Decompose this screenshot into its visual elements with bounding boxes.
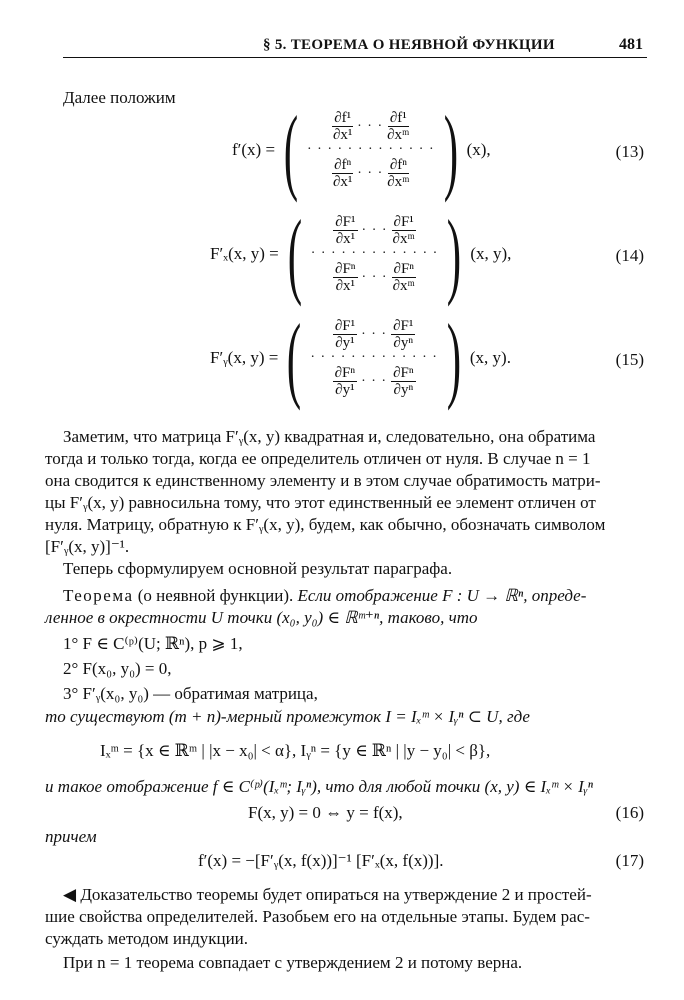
eq15-hdots-top: · · · — [361, 326, 388, 342]
equation-number-17: (17) — [615, 851, 644, 870]
eq14-row-dots: · · · · · · · · · · · · · — [310, 246, 439, 261]
prichem-text — [45, 827, 97, 847]
intro-text: Далее положим — [63, 88, 176, 107]
eq15-rhs: (x, y). — [469, 348, 511, 367]
eq15-m22-num: ∂Fⁿ — [393, 365, 414, 381]
eq15-m22-den: ∂yⁿ — [393, 382, 414, 398]
condition-2: 2° F(x₀, y₀) = 0, — [63, 659, 172, 678]
theorem-line-2 — [45, 608, 477, 628]
eq13-m21-den: ∂x¹ — [332, 174, 353, 190]
theorem-line-1-rest: Если отображение F : U → ℝⁿ, опреде- — [297, 586, 587, 605]
eq13-m12-den: ∂xᵐ — [387, 127, 410, 143]
equation-number-14: (14) — [615, 246, 644, 265]
eq13-lhs: f′(x) = — [232, 140, 276, 159]
eq13-m11-num: ∂f¹ — [334, 110, 352, 126]
eq14-m21-den: ∂x¹ — [335, 278, 355, 294]
proof-line-3: суждать методом индукции. — [45, 929, 249, 948]
eq15-m11-num: ∂F¹ — [334, 318, 356, 334]
intervals-formula: Iₓᵐ = {x ∈ ℝᵐ | |x − x₀| < α}, Iᵧⁿ = {y ∈ ℝⁿ | |y − y₀| < β}, — [100, 741, 491, 760]
para2-text: Теперь сформулируем основной результат параграфа. — [63, 559, 453, 578]
eq13-m11-den: ∂x¹ — [332, 127, 353, 143]
eq15-hdots-bottom: · · · — [361, 373, 388, 389]
para1-line-5: нуля. Матрицу, обратную к F′ᵧ(x, y), будем, как обычно, обозначать символом — [45, 515, 606, 534]
para1-line-3: она сводится к единственному элементу и в этом случае обратимость матри- — [45, 471, 601, 490]
proof-line-2: шие свойства определителей. Разобьем его на отдельные этапы. Будем рас- — [45, 907, 590, 926]
eq14-matrix — [311, 214, 439, 294]
eq13-matrix — [307, 110, 435, 190]
equation-number-16: (16) — [615, 803, 644, 822]
para1-line-4: цы F′ᵧ(x, y) равносильна тому, что этот единственный ее элемент отличен от — [45, 493, 596, 512]
left-paren: ( — [283, 96, 299, 203]
equation-16: F(x, y) = 0 ⇔ y = f(x), — [248, 803, 403, 822]
eq13-rhs: (x), — [466, 140, 491, 159]
eq13-row-dots: · · · · · · · · · · · · · — [307, 142, 435, 157]
theorem-label: Теорема — [63, 586, 134, 605]
eq13-m22-num: ∂fⁿ — [389, 157, 407, 173]
left-paren: ( — [287, 200, 302, 307]
eq13-hdots-top: · · · — [357, 118, 384, 134]
eq14-m11-den: ∂x¹ — [335, 231, 356, 247]
condition-3: 3° F′ᵧ(x₀, y₀) — обратимая матрица, — [63, 684, 318, 703]
eq13-m12-num: ∂f¹ — [389, 110, 407, 126]
theorem-line-2-text: ленное в окрестности U точки (x₀, y₀) ∈ ℝᵐ⁺ⁿ, таково, что — [45, 608, 478, 627]
page-header — [63, 37, 647, 58]
eq13-m21-num: ∂fⁿ — [334, 157, 352, 173]
left-paren: ( — [287, 304, 302, 411]
eq14-m12-den: ∂xᵐ — [392, 231, 415, 247]
equation-number-15: (15) — [615, 350, 644, 369]
eq15-m12-num: ∂F¹ — [393, 318, 414, 334]
eq14-m22-num: ∂Fⁿ — [393, 261, 415, 277]
eq14-rhs: (x, y), — [470, 244, 512, 263]
proof-line-1: ◀ Доказательство теоремы будет опираться на утверждение 2 и простей- — [63, 885, 592, 904]
prichem-word: причем — [45, 827, 97, 846]
equation-number-13: (13) — [615, 142, 644, 161]
eq15-matrix — [310, 318, 438, 398]
eq14-m22-den: ∂xᵐ — [392, 278, 415, 294]
eq15-m21-num: ∂Fⁿ — [334, 365, 356, 381]
equation-17: f′(x) = −[F′ᵧ(x, f(x))]⁻¹ [F′ₓ(x, f(x))]. — [198, 851, 444, 870]
equation-14 — [210, 200, 512, 307]
eq14-lhs: F′ₓ(x, y) = — [210, 244, 279, 263]
running-head: § 5. ТЕОРЕМА О НЕЯВНОЙ ФУНКЦИИ — [263, 37, 555, 53]
theorem-line-4-text: и такое отображение f ∈ C⁽ᵖ⁾(Iₓᵐ; Iᵧⁿ), что для любой точки (x, y) ∈ Iₓᵐ × Iᵧⁿ — [45, 777, 594, 796]
condition-1: 1° F ∈ C⁽ᵖ⁾(U; ℝⁿ), p ⩾ 1, — [63, 634, 243, 653]
eq14-m21-num: ∂Fⁿ — [335, 261, 356, 277]
equation-13 — [232, 96, 491, 203]
eq15-row-dots: · · · · · · · · · · · · · — [310, 350, 438, 365]
eq13-m22-den: ∂xᵐ — [387, 174, 410, 190]
eq15-lhs: F′ᵧ(x, y) = — [210, 348, 279, 367]
right-paren: ) — [446, 304, 462, 411]
equation-15 — [210, 304, 511, 411]
theorem-line-3 — [45, 707, 530, 727]
eq15-m21-den: ∂y¹ — [335, 382, 355, 398]
eq14-hdots-top: · · · — [361, 222, 388, 238]
theorem-line-4 — [45, 777, 593, 797]
right-paren: ) — [443, 96, 458, 203]
right-paren: ) — [447, 200, 462, 307]
theorem-name: (о неявной функции). — [137, 586, 294, 605]
eq14-m12-num: ∂F¹ — [393, 214, 414, 230]
theorem-line-3-text: то существуют (m + n)-мерный промежуток I = Iₓᵐ × Iᵧⁿ ⊂ U, где — [45, 707, 530, 726]
theorem-line-1 — [63, 586, 586, 606]
proof-line-4: При n = 1 теорема совпадает с утверждением 2 и потому верна. — [63, 953, 523, 972]
eq14-m11-num: ∂F¹ — [335, 214, 356, 230]
eq15-m11-den: ∂y¹ — [335, 335, 355, 351]
eq14-hdots-bottom: · · · — [361, 269, 388, 285]
page-number: 481 — [619, 36, 643, 53]
para1-line-2: тогда и только тогда, когда ее определитель отличен от нуля. В случае n = 1 — [45, 449, 591, 468]
eq13-hdots-bottom: · · · — [357, 165, 384, 181]
para1-line-6: [F′ᵧ(x, y)]⁻¹. — [45, 537, 130, 556]
eq15-m12-den: ∂yⁿ — [393, 335, 414, 351]
para1-line-1: Заметим, что матрица F′ᵧ(x, y) квадратная и, следовательно, она обратима — [63, 427, 596, 446]
